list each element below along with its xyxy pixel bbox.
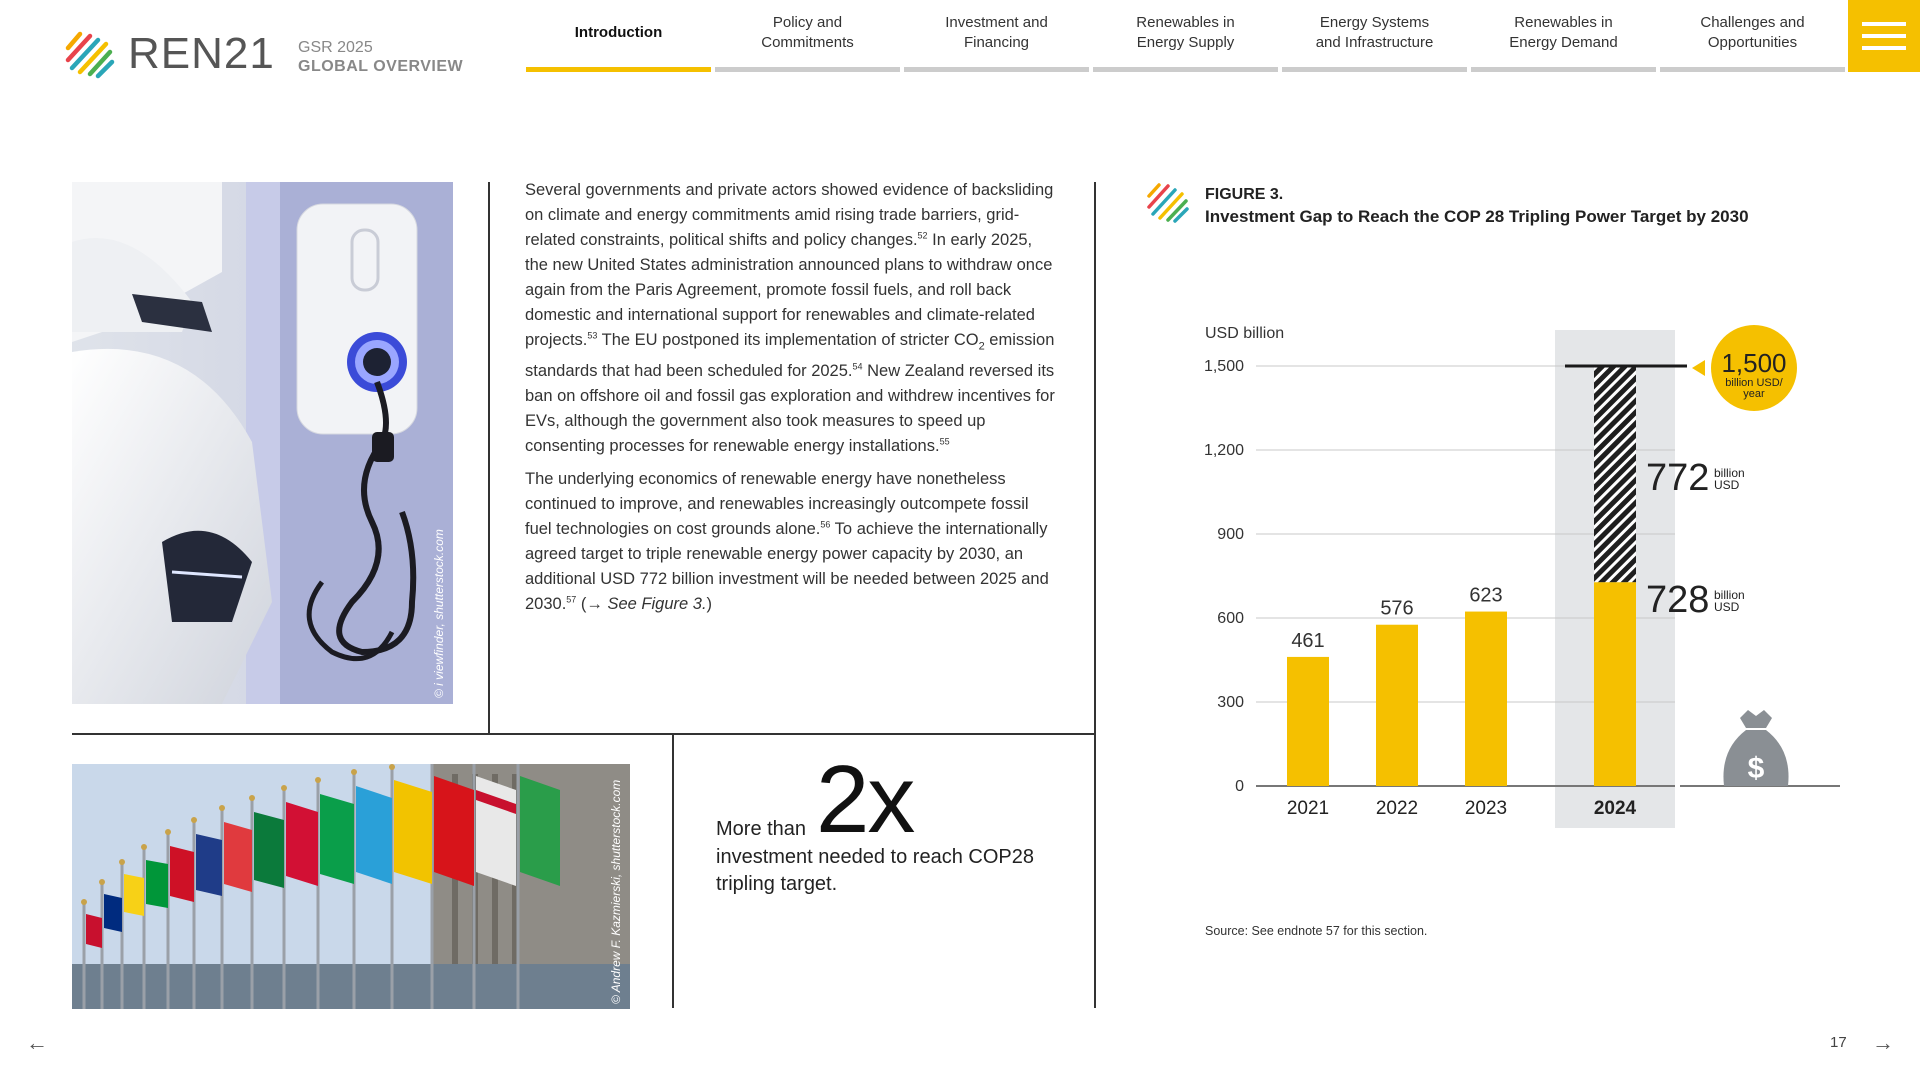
- y-tick-label: 900: [1217, 526, 1244, 543]
- column-divider: [488, 182, 490, 734]
- column-divider: [1094, 182, 1096, 1008]
- target-unit-label: year: [1743, 388, 1765, 400]
- tab-progress-bar: [526, 67, 711, 72]
- gap-unit-label: billion: [1714, 466, 1745, 481]
- text-span: New Zealand reversed its ban on offshore oil and fossil gas exploration and withdrew incentives for EVs, although the government also took measures to speed up consenting processes for renewable energy installations.: [525, 362, 1055, 456]
- hamburger-line: [1862, 22, 1906, 26]
- report-subtitle-line2: GLOBAL OVERVIEW: [298, 58, 464, 75]
- endnote-ref[interactable]: 54: [852, 361, 863, 372]
- target-value-label: 1,500: [1721, 348, 1787, 378]
- tab-label: Renewables in: [1514, 14, 1613, 31]
- hamburger-menu-button[interactable]: [1848, 0, 1920, 72]
- column-divider: [672, 734, 674, 1008]
- text-span: To achieve the internationally agreed target to triple renewable energy power capacity by 2030, an additional USD 772 billion investment will be needed between 2025 and 2030.: [525, 520, 1049, 614]
- subscript: 2: [978, 340, 985, 353]
- investment-gap-chart: [1180, 310, 1860, 850]
- bar-value-label: 461: [1291, 629, 1325, 652]
- photo-credit: © Andrew F. Kazmierski, shutterstock.com: [609, 779, 623, 1004]
- text-span: emission standards that had been scheduled for 2025.: [525, 331, 1055, 381]
- tab-label: Introduction: [574, 24, 663, 41]
- bar-value-label: 576: [1380, 597, 1414, 620]
- endnote-ref[interactable]: 53: [587, 330, 598, 341]
- paragraph-economics: [525, 467, 1055, 617]
- report-subtitle-line1: GSR 2025: [298, 39, 373, 56]
- tab-investment-financing[interactable]: [902, 0, 1091, 72]
- tab-progress-bar: [1093, 67, 1278, 72]
- endnote-ref[interactable]: 56: [820, 519, 831, 530]
- x-tick-label: 2023: [1464, 798, 1508, 819]
- bar-value-label: 623: [1469, 584, 1503, 607]
- y-tick-label: 0: [1235, 778, 1244, 795]
- endnote-ref[interactable]: 52: [917, 230, 928, 241]
- tab-label-line2: Opportunities: [1707, 34, 1798, 51]
- tab-label-line2: Energy Demand: [1509, 34, 1618, 51]
- target-unit-label: billion USD/: [1725, 377, 1783, 389]
- dollar-sign-icon: $: [1747, 752, 1765, 785]
- tab-policy-commitments[interactable]: [713, 0, 902, 72]
- y-tick-label: 300: [1217, 694, 1244, 711]
- x-tick-label: 2022: [1375, 798, 1419, 819]
- tab-energy-systems-infrastructure[interactable]: [1280, 0, 1469, 72]
- tab-progress-bar: [1660, 67, 1845, 72]
- y-tick-label: 1,200: [1203, 442, 1244, 459]
- ren21-logo-mark-icon: [64, 28, 116, 80]
- row-divider: [72, 733, 1095, 735]
- bar-2024: [1594, 582, 1636, 786]
- tab-label-line2: Energy Supply: [1136, 34, 1235, 51]
- text-span: In early 2025, the new United States administration announced plans to withdraw once again from the Paris Agreement, promote fossil fuels, and roll back domestic and international support for renewables and climate-related projects.: [525, 231, 1053, 349]
- tab-progress-bar: [715, 67, 900, 72]
- y-tick-label: 600: [1217, 610, 1244, 627]
- tab-label: Renewables in: [1136, 14, 1235, 31]
- text-span: ): [706, 595, 713, 614]
- report-subtitle: [298, 38, 463, 76]
- y-tick-label: 1,500: [1203, 358, 1244, 375]
- ren21-logo[interactable]: [64, 28, 275, 80]
- text-span: Several governments and private actors showed evidence of backsliding on climate and energy commitments amid rising trade barriers, grid-related constraints, political shifts and policy changes.: [525, 181, 1054, 249]
- callout-text: investment needed to reach COP28 tripling target.: [716, 846, 1034, 895]
- tab-renewables-energy-demand[interactable]: [1469, 0, 1658, 72]
- tab-progress-bar: [1282, 67, 1467, 72]
- body-text: [525, 178, 1055, 625]
- x-tick-label: 2021: [1286, 798, 1330, 819]
- text-span: (→: [576, 595, 608, 614]
- page-number: 17: [1830, 1034, 1847, 1051]
- section-nav: [524, 0, 1847, 72]
- ev-charger-photo: [72, 182, 453, 704]
- paragraph-backsliding: [525, 178, 1055, 459]
- tab-renewables-energy-supply[interactable]: [1091, 0, 1280, 72]
- figure-icon: [1146, 180, 1190, 224]
- figure-label: FIGURE 3.: [1205, 186, 1284, 203]
- gap-value-label: 772: [1646, 457, 1710, 500]
- figure-link[interactable]: See Figure 3.: [607, 595, 707, 614]
- tab-introduction[interactable]: [524, 0, 713, 72]
- tab-label: Policy and: [772, 14, 843, 31]
- next-page-arrow-icon[interactable]: →: [1872, 1030, 1894, 1055]
- figure-title: Investment Gap to Reach the COP 28 Tripling Power Target by 2030: [1205, 207, 1749, 226]
- un-flags-photo: [72, 764, 630, 1009]
- money-bag-icon: [1723, 710, 1788, 786]
- current-value-label: 728: [1646, 579, 1710, 622]
- brand-name: REN21: [128, 29, 275, 78]
- y-axis-label: USD billion: [1205, 325, 1285, 342]
- hamburger-line: [1862, 46, 1906, 50]
- text-span: The underlying economics of renewable energy have nonetheless continued to improve, and renewables increasingly outcompete fossil fuel technologies on cost grounds alone.: [525, 470, 1029, 539]
- tab-label-line2: and Infrastructure: [1315, 34, 1434, 51]
- tab-label: Challenges and: [1700, 14, 1805, 31]
- current-unit-label: USD: [1714, 600, 1740, 615]
- callout-prefix: More than: [716, 818, 807, 840]
- bar-2023: [1465, 612, 1507, 786]
- bar-2022: [1376, 625, 1418, 786]
- text-span: The EU postponed its implementation of stricter CO: [597, 331, 979, 349]
- photo-credit: © i viewfinder, shutterstock.com: [432, 529, 446, 698]
- callout-multiplier: 2x: [816, 746, 914, 853]
- ev-charger-illustration: [72, 182, 453, 704]
- tab-progress-bar: [1471, 67, 1656, 72]
- current-unit-label: billion: [1714, 588, 1745, 603]
- endnote-ref[interactable]: 57: [566, 594, 577, 605]
- figure-source: Source: See endnote 57 for this section.: [1205, 924, 1428, 938]
- target-badge-pointer: [1692, 360, 1705, 376]
- tab-label: Investment and: [945, 14, 1048, 31]
- tab-challenges-opportunities[interactable]: [1658, 0, 1847, 72]
- bar-2021: [1287, 657, 1329, 786]
- x-tick-label: 2024: [1593, 798, 1637, 819]
- tab-label-line2: Financing: [963, 34, 1030, 51]
- investment-gap-segment: [1594, 366, 1636, 582]
- tab-label-line2: Commitments: [761, 34, 854, 51]
- money-bag-knot: [1740, 710, 1772, 728]
- gap-unit-label: USD: [1714, 478, 1740, 493]
- hamburger-line: [1862, 34, 1906, 38]
- tab-progress-bar: [904, 67, 1089, 72]
- prev-page-arrow-icon[interactable]: ←: [26, 1030, 48, 1055]
- endnote-ref[interactable]: 55: [939, 436, 950, 447]
- tab-label: Energy Systems: [1319, 14, 1430, 31]
- flags-illustration: [72, 764, 630, 1009]
